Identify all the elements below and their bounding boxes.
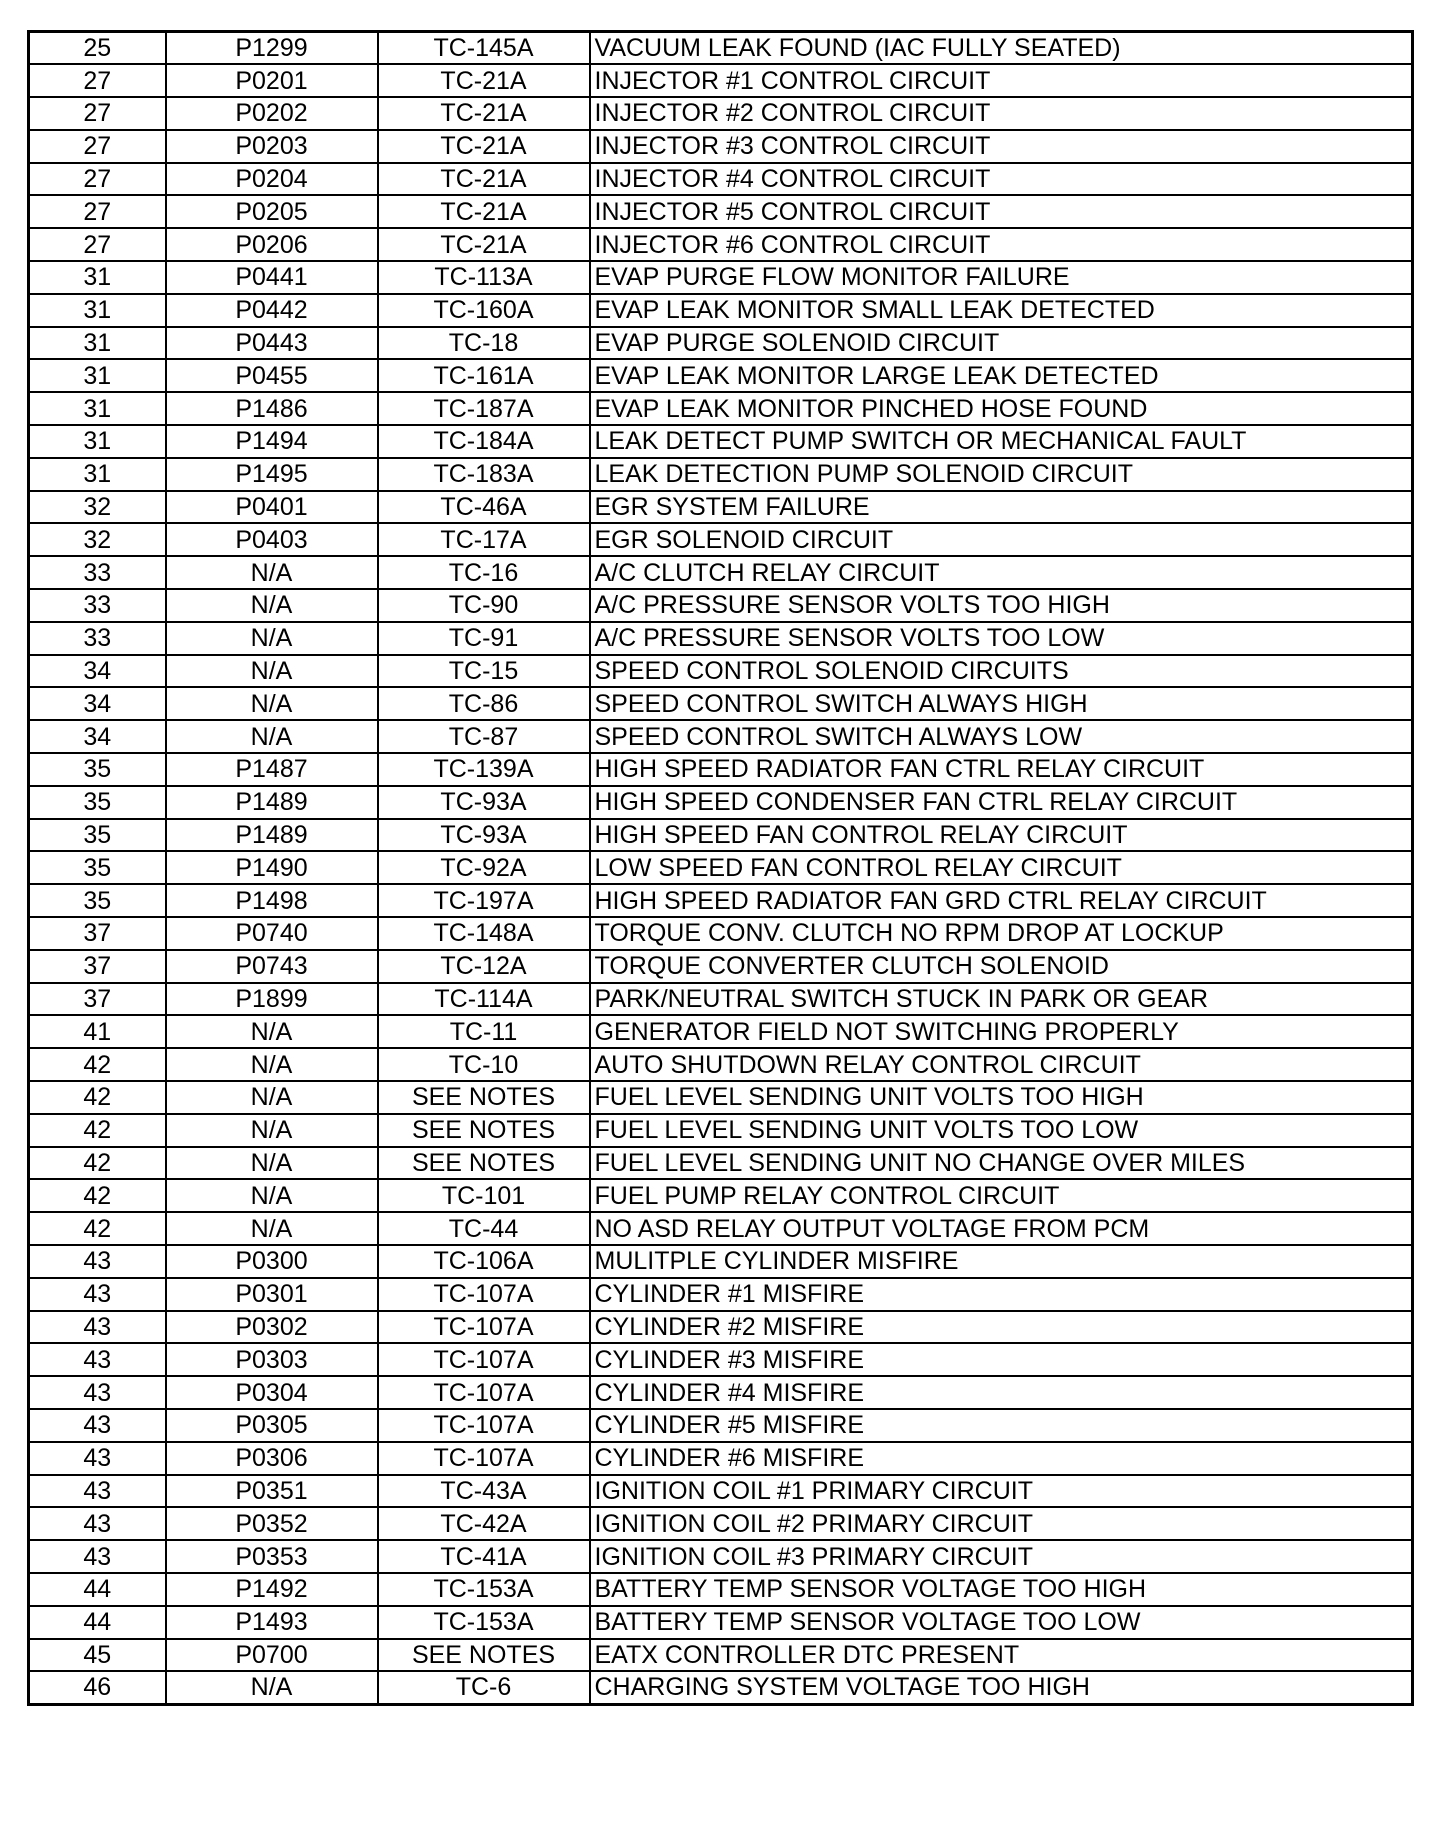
description-cell: IGNITION COIL #2 PRIMARY CIRCUIT	[590, 1507, 1413, 1540]
description-cell: VACUUM LEAK FOUND (IAC FULLY SEATED)	[590, 32, 1413, 65]
obd-code-cell: P0201	[166, 64, 378, 97]
flash-code-cell: 43	[29, 1442, 166, 1475]
obd-code-cell: N/A	[166, 1048, 378, 1081]
description-cell: LEAK DETECT PUMP SWITCH OR MECHANICAL FAULT	[590, 425, 1413, 458]
description-cell: HIGH SPEED FAN CONTROL RELAY CIRCUIT	[590, 819, 1413, 852]
obd-code-cell: N/A	[166, 655, 378, 688]
table-row	[29, 261, 1413, 294]
description-cell: TORQUE CONV. CLUTCH NO RPM DROP AT LOCKUP	[590, 917, 1413, 950]
description-cell: FUEL PUMP RELAY CONTROL CIRCUIT	[590, 1179, 1413, 1212]
test-code-cell: TC-21A	[378, 163, 590, 196]
table-row	[29, 425, 1413, 458]
obd-code-cell: N/A	[166, 1114, 378, 1147]
table-row	[29, 1671, 1413, 1704]
description-cell: EVAP PURGE FLOW MONITOR FAILURE	[590, 261, 1413, 294]
test-code-cell: TC-12A	[378, 950, 590, 983]
obd-code-cell: P1899	[166, 983, 378, 1016]
test-code-cell: SEE NOTES	[378, 1114, 590, 1147]
test-code-cell: TC-21A	[378, 130, 590, 163]
description-cell: PARK/NEUTRAL SWITCH STUCK IN PARK OR GEAR	[590, 983, 1413, 1016]
flash-code-cell: 35	[29, 753, 166, 786]
obd-code-cell: P1489	[166, 786, 378, 819]
flash-code-cell: 43	[29, 1507, 166, 1540]
flash-code-cell: 37	[29, 950, 166, 983]
table-row	[29, 1081, 1413, 1114]
description-cell: EVAP PURGE SOLENOID CIRCUIT	[590, 327, 1413, 360]
obd-code-cell: N/A	[166, 589, 378, 622]
description-cell: IGNITION COIL #1 PRIMARY CIRCUIT	[590, 1475, 1413, 1508]
description-cell: IGNITION COIL #3 PRIMARY CIRCUIT	[590, 1540, 1413, 1573]
flash-code-cell: 42	[29, 1212, 166, 1245]
description-cell: SPEED CONTROL SWITCH ALWAYS LOW	[590, 720, 1413, 753]
test-code-cell: TC-107A	[378, 1278, 590, 1311]
table-row	[29, 1179, 1413, 1212]
description-cell: INJECTOR #1 CONTROL CIRCUIT	[590, 64, 1413, 97]
table-row	[29, 491, 1413, 524]
table-row	[29, 720, 1413, 753]
table-row	[29, 294, 1413, 327]
description-cell: EATX CONTROLLER DTC PRESENT	[590, 1639, 1413, 1672]
obd-code-cell: P0203	[166, 130, 378, 163]
table-row	[29, 1475, 1413, 1508]
table-row	[29, 1212, 1413, 1245]
obd-code-cell: P0403	[166, 523, 378, 556]
description-cell: INJECTOR #3 CONTROL CIRCUIT	[590, 130, 1413, 163]
obd-code-cell: P0205	[166, 195, 378, 228]
test-code-cell: TC-91	[378, 622, 590, 655]
table-row	[29, 392, 1413, 425]
description-cell: BATTERY TEMP SENSOR VOLTAGE TOO HIGH	[590, 1573, 1413, 1606]
test-code-cell: TC-184A	[378, 425, 590, 458]
flash-code-cell: 35	[29, 851, 166, 884]
table-row	[29, 163, 1413, 196]
table-row	[29, 1048, 1413, 1081]
test-code-cell: TC-92A	[378, 851, 590, 884]
table-row	[29, 64, 1413, 97]
test-code-cell: SEE NOTES	[378, 1639, 590, 1672]
test-code-cell: TC-86	[378, 687, 590, 720]
test-code-cell: TC-17A	[378, 523, 590, 556]
test-code-cell: TC-183A	[378, 458, 590, 491]
test-code-cell: TC-161A	[378, 359, 590, 392]
test-code-cell: TC-43A	[378, 1475, 590, 1508]
flash-code-cell: 43	[29, 1540, 166, 1573]
test-code-cell: TC-21A	[378, 195, 590, 228]
flash-code-cell: 25	[29, 32, 166, 65]
flash-code-cell: 32	[29, 523, 166, 556]
test-code-cell: TC-107A	[378, 1376, 590, 1409]
description-cell: EGR SYSTEM FAILURE	[590, 491, 1413, 524]
flash-code-cell: 44	[29, 1573, 166, 1606]
flash-code-cell: 34	[29, 655, 166, 688]
test-code-cell: TC-21A	[378, 228, 590, 261]
table-row	[29, 1442, 1413, 1475]
description-cell: SPEED CONTROL SOLENOID CIRCUITS	[590, 655, 1413, 688]
description-cell: CYLINDER #3 MISFIRE	[590, 1343, 1413, 1376]
table-row	[29, 1114, 1413, 1147]
obd-code-cell: P1492	[166, 1573, 378, 1606]
description-cell: SPEED CONTROL SWITCH ALWAYS HIGH	[590, 687, 1413, 720]
obd-code-cell: N/A	[166, 1212, 378, 1245]
flash-code-cell: 43	[29, 1409, 166, 1442]
table-row	[29, 523, 1413, 556]
test-code-cell: TC-44	[378, 1212, 590, 1245]
flash-code-cell: 27	[29, 195, 166, 228]
description-cell: LOW SPEED FAN CONTROL RELAY CIRCUIT	[590, 851, 1413, 884]
obd-code-cell: P0302	[166, 1311, 378, 1344]
description-cell: CYLINDER #6 MISFIRE	[590, 1442, 1413, 1475]
description-cell: HIGH SPEED RADIATOR FAN CTRL RELAY CIRCUIT	[590, 753, 1413, 786]
test-code-cell: TC-18	[378, 327, 590, 360]
table-row	[29, 1606, 1413, 1639]
flash-code-cell: 43	[29, 1311, 166, 1344]
table-row	[29, 589, 1413, 622]
test-code-cell: TC-113A	[378, 261, 590, 294]
description-cell: A/C CLUTCH RELAY CIRCUIT	[590, 556, 1413, 589]
flash-code-cell: 27	[29, 163, 166, 196]
flash-code-cell: 42	[29, 1147, 166, 1180]
flash-code-cell: 35	[29, 786, 166, 819]
obd-code-cell: P0353	[166, 1540, 378, 1573]
test-code-cell: TC-10	[378, 1048, 590, 1081]
obd-code-cell: P0301	[166, 1278, 378, 1311]
obd-code-cell: P0206	[166, 228, 378, 261]
flash-code-cell: 27	[29, 228, 166, 261]
test-code-cell: TC-153A	[378, 1606, 590, 1639]
flash-code-cell: 43	[29, 1475, 166, 1508]
test-code-cell: TC-90	[378, 589, 590, 622]
description-cell: EVAP LEAK MONITOR PINCHED HOSE FOUND	[590, 392, 1413, 425]
flash-code-cell: 31	[29, 425, 166, 458]
test-code-cell: TC-101	[378, 1179, 590, 1212]
table-row	[29, 753, 1413, 786]
obd-code-cell: P1489	[166, 819, 378, 852]
obd-code-cell: P0303	[166, 1343, 378, 1376]
obd-code-cell: N/A	[166, 1671, 378, 1704]
description-cell: FUEL LEVEL SENDING UNIT NO CHANGE OVER MILES	[590, 1147, 1413, 1180]
obd-code-cell: P0455	[166, 359, 378, 392]
table-row	[29, 687, 1413, 720]
description-cell: GENERATOR FIELD NOT SWITCHING PROPERLY	[590, 1015, 1413, 1048]
table-row	[29, 819, 1413, 852]
flash-code-cell: 43	[29, 1343, 166, 1376]
table-row	[29, 1376, 1413, 1409]
description-cell: FUEL LEVEL SENDING UNIT VOLTS TOO HIGH	[590, 1081, 1413, 1114]
table-row	[29, 1573, 1413, 1606]
test-code-cell: TC-114A	[378, 983, 590, 1016]
description-cell: MULITPLE CYLINDER MISFIRE	[590, 1245, 1413, 1278]
description-cell: INJECTOR #2 CONTROL CIRCUIT	[590, 97, 1413, 130]
obd-code-cell: P1498	[166, 884, 378, 917]
flash-code-cell: 32	[29, 491, 166, 524]
test-code-cell: TC-21A	[378, 97, 590, 130]
obd-code-cell: P0441	[166, 261, 378, 294]
flash-code-cell: 35	[29, 884, 166, 917]
flash-code-cell: 43	[29, 1245, 166, 1278]
flash-code-cell: 31	[29, 458, 166, 491]
obd-code-cell: P0352	[166, 1507, 378, 1540]
test-code-cell: TC-197A	[378, 884, 590, 917]
test-code-cell: TC-153A	[378, 1573, 590, 1606]
table-row	[29, 917, 1413, 950]
flash-code-cell: 34	[29, 687, 166, 720]
test-code-cell: SEE NOTES	[378, 1147, 590, 1180]
flash-code-cell: 31	[29, 261, 166, 294]
table-row	[29, 1343, 1413, 1376]
test-code-cell: TC-15	[378, 655, 590, 688]
test-code-cell: TC-42A	[378, 1507, 590, 1540]
table-row	[29, 950, 1413, 983]
test-code-cell: TC-139A	[378, 753, 590, 786]
obd-code-cell: P0306	[166, 1442, 378, 1475]
table-row	[29, 1311, 1413, 1344]
table-row	[29, 32, 1413, 65]
dtc-table-body	[29, 32, 1413, 1705]
flash-code-cell: 27	[29, 97, 166, 130]
description-cell: CYLINDER #5 MISFIRE	[590, 1409, 1413, 1442]
test-code-cell: TC-11	[378, 1015, 590, 1048]
table-row	[29, 1540, 1413, 1573]
flash-code-cell: 31	[29, 294, 166, 327]
test-code-cell: TC-160A	[378, 294, 590, 327]
obd-code-cell: P1490	[166, 851, 378, 884]
description-cell: NO ASD RELAY OUTPUT VOLTAGE FROM PCM	[590, 1212, 1413, 1245]
obd-code-cell: P1495	[166, 458, 378, 491]
description-cell: AUTO SHUTDOWN RELAY CONTROL CIRCUIT	[590, 1048, 1413, 1081]
flash-code-cell: 42	[29, 1114, 166, 1147]
obd-code-cell: P0304	[166, 1376, 378, 1409]
flash-code-cell: 31	[29, 392, 166, 425]
test-code-cell: TC-107A	[378, 1442, 590, 1475]
test-code-cell: TC-46A	[378, 491, 590, 524]
obd-code-cell: P1494	[166, 425, 378, 458]
test-code-cell: TC-187A	[378, 392, 590, 425]
test-code-cell: TC-148A	[378, 917, 590, 950]
test-code-cell: TC-107A	[378, 1343, 590, 1376]
test-code-cell: TC-21A	[378, 64, 590, 97]
test-code-cell: TC-145A	[378, 32, 590, 65]
flash-code-cell: 27	[29, 64, 166, 97]
table-row	[29, 1507, 1413, 1540]
obd-code-cell: N/A	[166, 622, 378, 655]
description-cell: CHARGING SYSTEM VOLTAGE TOO HIGH	[590, 1671, 1413, 1704]
flash-code-cell: 27	[29, 130, 166, 163]
description-cell: LEAK DETECTION PUMP SOLENOID CIRCUIT	[590, 458, 1413, 491]
table-row	[29, 327, 1413, 360]
obd-code-cell: N/A	[166, 1147, 378, 1180]
test-code-cell: TC-6	[378, 1671, 590, 1704]
description-cell: CYLINDER #4 MISFIRE	[590, 1376, 1413, 1409]
table-row	[29, 1409, 1413, 1442]
test-code-cell: TC-41A	[378, 1540, 590, 1573]
table-row	[29, 195, 1413, 228]
table-row	[29, 228, 1413, 261]
table-row	[29, 97, 1413, 130]
flash-code-cell: 35	[29, 819, 166, 852]
obd-code-cell: P1486	[166, 392, 378, 425]
obd-code-cell: N/A	[166, 720, 378, 753]
table-row	[29, 1639, 1413, 1672]
test-code-cell: TC-107A	[378, 1311, 590, 1344]
table-row	[29, 655, 1413, 688]
test-code-cell: TC-106A	[378, 1245, 590, 1278]
table-row	[29, 556, 1413, 589]
table-row	[29, 130, 1413, 163]
flash-code-cell: 37	[29, 983, 166, 1016]
test-code-cell: TC-93A	[378, 819, 590, 852]
flash-code-cell: 44	[29, 1606, 166, 1639]
table-row	[29, 1278, 1413, 1311]
flash-code-cell: 41	[29, 1015, 166, 1048]
obd-code-cell: P1299	[166, 32, 378, 65]
description-cell: EGR SOLENOID CIRCUIT	[590, 523, 1413, 556]
obd-code-cell: N/A	[166, 1015, 378, 1048]
flash-code-cell: 37	[29, 917, 166, 950]
flash-code-cell: 33	[29, 556, 166, 589]
flash-code-cell: 33	[29, 622, 166, 655]
obd-code-cell: P1487	[166, 753, 378, 786]
description-cell: FUEL LEVEL SENDING UNIT VOLTS TOO LOW	[590, 1114, 1413, 1147]
obd-code-cell: P0700	[166, 1639, 378, 1672]
obd-code-cell: N/A	[166, 687, 378, 720]
table-row	[29, 851, 1413, 884]
obd-code-cell: P0442	[166, 294, 378, 327]
table-row	[29, 1245, 1413, 1278]
test-code-cell: TC-16	[378, 556, 590, 589]
description-cell: INJECTOR #6 CONTROL CIRCUIT	[590, 228, 1413, 261]
description-cell: A/C PRESSURE SENSOR VOLTS TOO LOW	[590, 622, 1413, 655]
flash-code-cell: 33	[29, 589, 166, 622]
description-cell: CYLINDER #2 MISFIRE	[590, 1311, 1413, 1344]
flash-code-cell: 31	[29, 359, 166, 392]
obd-code-cell: P0740	[166, 917, 378, 950]
flash-code-cell: 34	[29, 720, 166, 753]
test-code-cell: TC-107A	[378, 1409, 590, 1442]
obd-code-cell: N/A	[166, 1081, 378, 1114]
table-row	[29, 983, 1413, 1016]
description-cell: TORQUE CONVERTER CLUTCH SOLENOID	[590, 950, 1413, 983]
obd-code-cell: P0743	[166, 950, 378, 983]
table-row	[29, 884, 1413, 917]
test-code-cell: SEE NOTES	[378, 1081, 590, 1114]
table-row	[29, 1015, 1413, 1048]
table-row	[29, 786, 1413, 819]
flash-code-cell: 31	[29, 327, 166, 360]
description-cell: INJECTOR #4 CONTROL CIRCUIT	[590, 163, 1413, 196]
table-row	[29, 622, 1413, 655]
dtc-table	[27, 30, 1414, 1706]
description-cell: EVAP LEAK MONITOR SMALL LEAK DETECTED	[590, 294, 1413, 327]
test-code-cell: TC-87	[378, 720, 590, 753]
test-code-cell: TC-93A	[378, 786, 590, 819]
obd-code-cell: P1493	[166, 1606, 378, 1639]
flash-code-cell: 43	[29, 1278, 166, 1311]
description-cell: EVAP LEAK MONITOR LARGE LEAK DETECTED	[590, 359, 1413, 392]
flash-code-cell: 42	[29, 1179, 166, 1212]
flash-code-cell: 42	[29, 1048, 166, 1081]
obd-code-cell: P0443	[166, 327, 378, 360]
obd-code-cell: N/A	[166, 1179, 378, 1212]
flash-code-cell: 43	[29, 1376, 166, 1409]
table-row	[29, 359, 1413, 392]
description-cell: CYLINDER #1 MISFIRE	[590, 1278, 1413, 1311]
obd-code-cell: N/A	[166, 556, 378, 589]
description-cell: A/C PRESSURE SENSOR VOLTS TOO HIGH	[590, 589, 1413, 622]
obd-code-cell: P0305	[166, 1409, 378, 1442]
description-cell: HIGH SPEED CONDENSER FAN CTRL RELAY CIRCUIT	[590, 786, 1413, 819]
table-row	[29, 458, 1413, 491]
obd-code-cell: P0351	[166, 1475, 378, 1508]
table-row	[29, 1147, 1413, 1180]
obd-code-cell: P0204	[166, 163, 378, 196]
flash-code-cell: 45	[29, 1639, 166, 1672]
description-cell: INJECTOR #5 CONTROL CIRCUIT	[590, 195, 1413, 228]
description-cell: HIGH SPEED RADIATOR FAN GRD CTRL RELAY CIRCUIT	[590, 884, 1413, 917]
obd-code-cell: P0300	[166, 1245, 378, 1278]
obd-code-cell: P0202	[166, 97, 378, 130]
obd-code-cell: P0401	[166, 491, 378, 524]
flash-code-cell: 46	[29, 1671, 166, 1704]
flash-code-cell: 42	[29, 1081, 166, 1114]
description-cell: BATTERY TEMP SENSOR VOLTAGE TOO LOW	[590, 1606, 1413, 1639]
